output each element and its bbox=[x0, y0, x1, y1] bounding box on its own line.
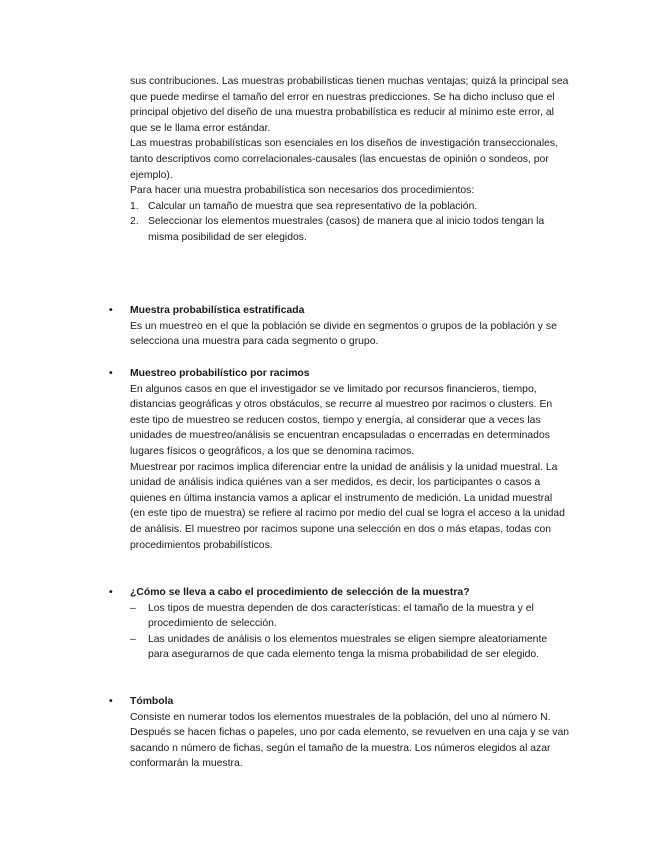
list-text: Las unidades de análisis o los elementos muestrales se eligen siempre aleatoriamente para asegurarnos de que cada elemento tenga la misma probabilidad de ser elegido. bbox=[148, 633, 548, 661]
selection-list bbox=[105, 601, 570, 663]
section-heading bbox=[105, 585, 570, 601]
list-item bbox=[130, 632, 570, 663]
dash-icon: – bbox=[130, 633, 136, 645]
section-tombola bbox=[105, 694, 570, 772]
heading-text: Muestreo probabilístico por racimos bbox=[130, 368, 310, 379]
section-body: Consiste en numerar todos los elementos muestrales de la población, del uno al número N. Después se hacen fichas o papeles, uno por cada elemento, se revuelven en una caja y se van sacando n número de fichas, según el tamaño de la muestra. Los números elegidos al azar conformarán la muestra. bbox=[130, 711, 569, 770]
list-text: Seleccionar los elementos muestrales (casos) de manera que al inicio todos tengan la misma posibilidad de ser elegidos. bbox=[148, 216, 545, 243]
intro-paragraph-3: Para hacer una muestra probabilística son necesarios dos procedimientos: bbox=[130, 185, 475, 197]
section-estratificada bbox=[105, 303, 570, 350]
list-number: 1. bbox=[130, 200, 139, 212]
section-racimos bbox=[105, 366, 570, 553]
bullet-icon: • bbox=[109, 368, 113, 379]
list-text: Calcular un tamaño de muestra que sea representativo de la población. bbox=[148, 200, 478, 212]
heading-text: Tómbola bbox=[130, 696, 174, 707]
heading-text: Muestra probabilística estratificada bbox=[130, 305, 305, 316]
section-procedimiento bbox=[105, 585, 570, 663]
dash-icon: – bbox=[130, 602, 136, 614]
intro-paragraph-1: sus contribuciones. Las muestras probabilísticas tienen muchas ventajas; quizá la principal sea que puede medirse el tamaño del error en nuestras predicciones. Se ha dicho incluso que el principal objetivo del diseño de una muestra probabilística es reducir al mínimo este error, al que se le llama error estándar. bbox=[130, 76, 569, 134]
procedure-item bbox=[130, 199, 570, 215]
heading-text: ¿Cómo se lleva a cabo el procedimiento de selección de la muestra? bbox=[130, 587, 470, 598]
intro-paragraph-2: Las muestras probabilísticas son esenciales en los diseños de investigación transeccionales, tanto descriptivos como correlacionales-causales (las encuestas de opinión o sondeos, por ejemplo). bbox=[130, 138, 558, 181]
section-body: Muestrear por racimos implica diferenciar entre la unidad de análisis y la unidad muestral. La unidad de análisis indica quiénes van a ser medidos, es decir, los participantes o casos a quienes en última instancia vamos a aplicar el instrumento de medición. La unidad muestral (en este tipo de muestra) se refiere al racimo por medio del cual se logra el acceso a la unidad de análisis. El muestreo por racimos supone una selección en dos o más etapas, todas con procedimientos probabilísticos. bbox=[130, 461, 565, 551]
bullet-icon: • bbox=[109, 696, 113, 707]
procedure-item bbox=[130, 214, 570, 245]
section-heading bbox=[105, 366, 570, 382]
intro-block bbox=[130, 74, 570, 246]
list-text: Los tipos de muestra dependen de dos características: el tamaño de la muestra y el procedimiento de selección. bbox=[148, 602, 534, 630]
procedure-list bbox=[130, 199, 570, 246]
section-body: Es un muestreo en el que la población se divide en segmentos o grupos de la población y se selecciona una muestra para cada segmento o grupo. bbox=[130, 320, 557, 348]
list-number: 2. bbox=[130, 216, 139, 228]
section-heading bbox=[105, 694, 570, 710]
section-heading bbox=[105, 303, 570, 319]
list-item bbox=[130, 601, 570, 632]
section-body: En algunos casos en que el investigador se ve limitado por recursos financieros, tiempo, distancias geográficas y otros obstáculos, se recurre al muestreo por racimos o clusters. En este tipo de muestreo se reducen costos, tiempo y energía, al considerar que a veces las unidades de muestreo/análisis se encuentran encapsuladas o encerradas en determinados lugares físicos o geográficos, a los que se denomina racimos. bbox=[130, 383, 553, 457]
bullet-icon: • bbox=[109, 587, 113, 598]
bullet-icon: • bbox=[109, 305, 113, 316]
